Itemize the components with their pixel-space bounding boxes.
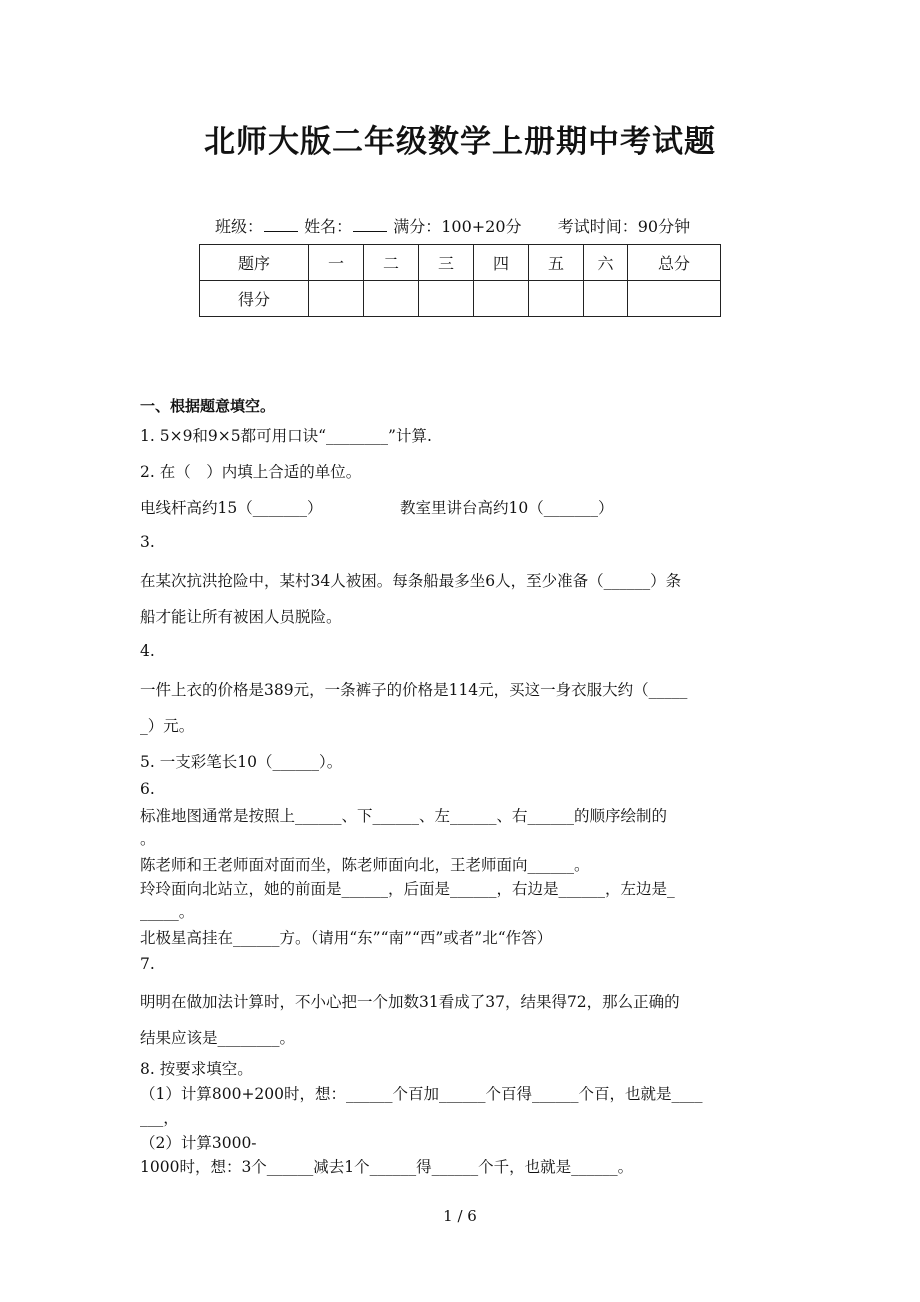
page-number: 1 / 6 bbox=[443, 1207, 477, 1225]
question-line: 标准地图通常是按照上______、下______、左______、右______的顺序绘制的 bbox=[140, 807, 668, 825]
question-line: _）元。 bbox=[140, 717, 195, 735]
question-line: 5. 一支彩笔长10（______）。 bbox=[140, 753, 343, 771]
question-line: （2）计算3000- bbox=[140, 1134, 257, 1152]
score-cell bbox=[584, 281, 628, 317]
question-line: ___， bbox=[140, 1109, 179, 1127]
question-line: 结果应该是________。 bbox=[140, 1029, 296, 1047]
question-line: 。 bbox=[140, 830, 156, 848]
score-cell bbox=[309, 281, 364, 317]
question-line: 1. 5×9和9×5都可用口诀“________”计算. bbox=[140, 427, 432, 445]
page-title: 北师大版二年级数学上册期中考试题 bbox=[204, 124, 716, 160]
question-number: 7. bbox=[140, 955, 155, 973]
score-cell bbox=[419, 281, 474, 317]
question-line: 船才能让所有被困人员脱险。 bbox=[140, 608, 342, 626]
name-blank bbox=[353, 217, 387, 232]
header-cell: 题序 bbox=[200, 245, 309, 281]
header-cell: 六 bbox=[584, 245, 628, 281]
class-label: 班级： bbox=[215, 217, 264, 236]
score-table bbox=[199, 244, 721, 317]
score-cell bbox=[364, 281, 419, 317]
question-line: 北极星高挂在______方。（请用“东”“南”“西”或者”北“作答） bbox=[140, 929, 553, 947]
header-cell: 五 bbox=[529, 245, 584, 281]
question-line: 电线杆高约15（_______） bbox=[140, 499, 323, 517]
question-line: 8. 按要求填空。 bbox=[140, 1060, 253, 1078]
question-line: 1000时，想：3个______减去1个______得______个千，也就是______。 bbox=[140, 1158, 634, 1176]
score-cell bbox=[474, 281, 529, 317]
question-line: 2. 在（ ）内填上合适的单位。 bbox=[140, 463, 362, 481]
question-line: 陈老师和王老师面对面而坐，陈老师面向北，王老师面向______。 bbox=[140, 856, 590, 874]
score-cell bbox=[529, 281, 584, 317]
question-line: 教室里讲台高约10（_______） bbox=[400, 499, 614, 517]
row-label-cell: 得分 bbox=[200, 281, 309, 317]
question-line: 明明在做加法计算时，不小心把一个加数31看成了37，结果得72，那么正确的 bbox=[140, 993, 680, 1011]
question-number: 3. bbox=[140, 533, 155, 551]
exam-info bbox=[215, 214, 690, 237]
class-blank bbox=[264, 217, 298, 232]
exam-time: 考试时间：90分钟 bbox=[557, 217, 691, 236]
header-cell: 四 bbox=[474, 245, 529, 281]
question-line: 一件上衣的价格是389元，一条裤子的价格是114元，买这一身衣服大约（_____ bbox=[140, 681, 688, 699]
score-table-score-row bbox=[200, 281, 721, 317]
header-cell: 二 bbox=[364, 245, 419, 281]
score-cell bbox=[628, 281, 721, 317]
question-line: _____。 bbox=[140, 903, 195, 921]
question-line: （1）计算800+200时，想：______个百加______个百得______个百，也就是____ bbox=[140, 1085, 703, 1103]
question-line: 玲玲面向北站立，她的前面是______，后面是______，右边是______，左边是_ bbox=[140, 880, 675, 898]
section-title: 一、根据题意填空。 bbox=[140, 397, 276, 415]
full-score: 满分：100+20分 bbox=[393, 217, 522, 236]
header-cell: 三 bbox=[419, 245, 474, 281]
question-line: 在某次抗洪抢险中，某村34人被困。每条船最多坐6人，至少准备（______）条 bbox=[140, 572, 682, 590]
score-table-header-row bbox=[200, 245, 721, 281]
header-cell: 总分 bbox=[628, 245, 721, 281]
question-number: 4. bbox=[140, 642, 155, 660]
name-label: 姓名： bbox=[304, 217, 353, 236]
question-number: 6. bbox=[140, 780, 155, 798]
header-cell: 一 bbox=[309, 245, 364, 281]
